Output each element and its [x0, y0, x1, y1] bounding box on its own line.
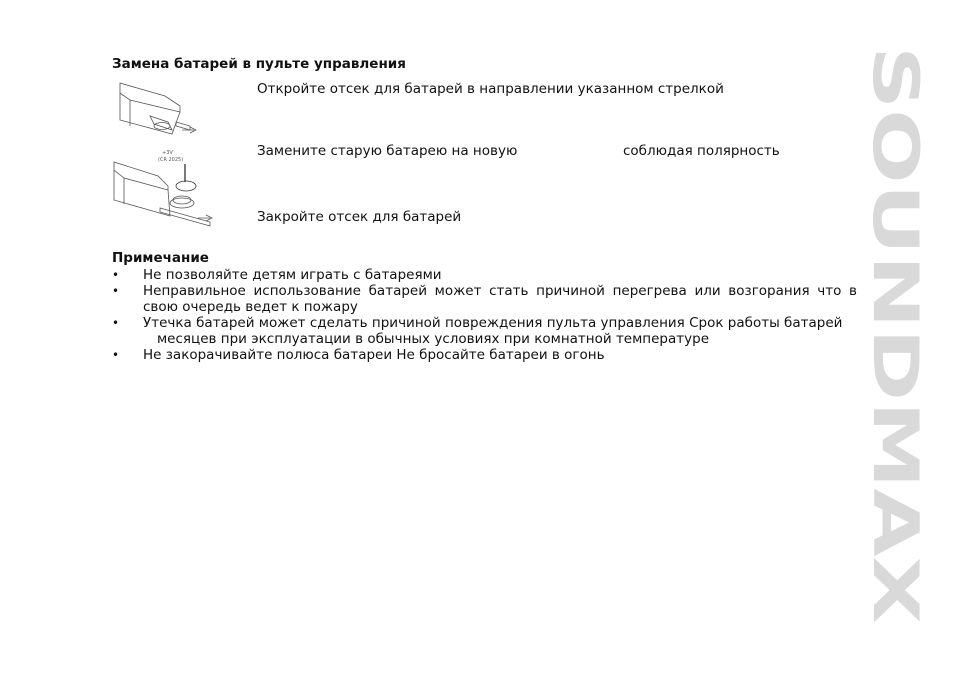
note-text-continued: месяцев при эксплуатации в обычных условиях при комнатной температуре	[157, 331, 709, 347]
note-text: Неправильное использование батарей может стать причиной перегрева или возгорания что в	[143, 283, 857, 299]
bullet-icon: •	[112, 348, 120, 362]
list-item	[112, 315, 857, 347]
note-text: Утечка батарей может сделать причиной повреждения пульта управления Срок работы батарей	[143, 315, 843, 331]
section-title: Замена батарей в пульте управления	[112, 56, 406, 72]
list-item	[112, 283, 857, 315]
list-item	[112, 347, 857, 363]
bullet-icon: •	[112, 284, 120, 298]
step-open-compartment: Откройте отсек для батарей в направлении указанном стрелкой	[257, 81, 724, 97]
bullet-icon: •	[112, 268, 120, 282]
note-text: Не закорачивайте полюса батареи Не бросайте батареи в огонь	[143, 347, 605, 363]
brand-name: SOUNDMAX	[859, 46, 932, 455]
step-close-compartment: Закройте отсек для батарей	[257, 209, 462, 225]
note-text-continued: свою очередь ведет к пожару	[143, 299, 358, 315]
step-polarity: соблюдая полярность	[623, 143, 780, 159]
soundmax-logo	[859, 46, 932, 626]
bullet-icon: •	[112, 316, 120, 330]
note-title: Примечание	[112, 250, 209, 266]
remote-battery-illustration	[110, 78, 220, 228]
list-item	[112, 267, 857, 283]
battery-voltage-label: +3V	[162, 150, 173, 156]
note-list	[112, 267, 857, 363]
battery-model-label: (CR 2025)	[158, 157, 184, 163]
step-replace-battery: Замените старую батарею на новую	[257, 143, 518, 159]
note-text: Не позволяйте детям играть с батареями	[143, 267, 442, 283]
